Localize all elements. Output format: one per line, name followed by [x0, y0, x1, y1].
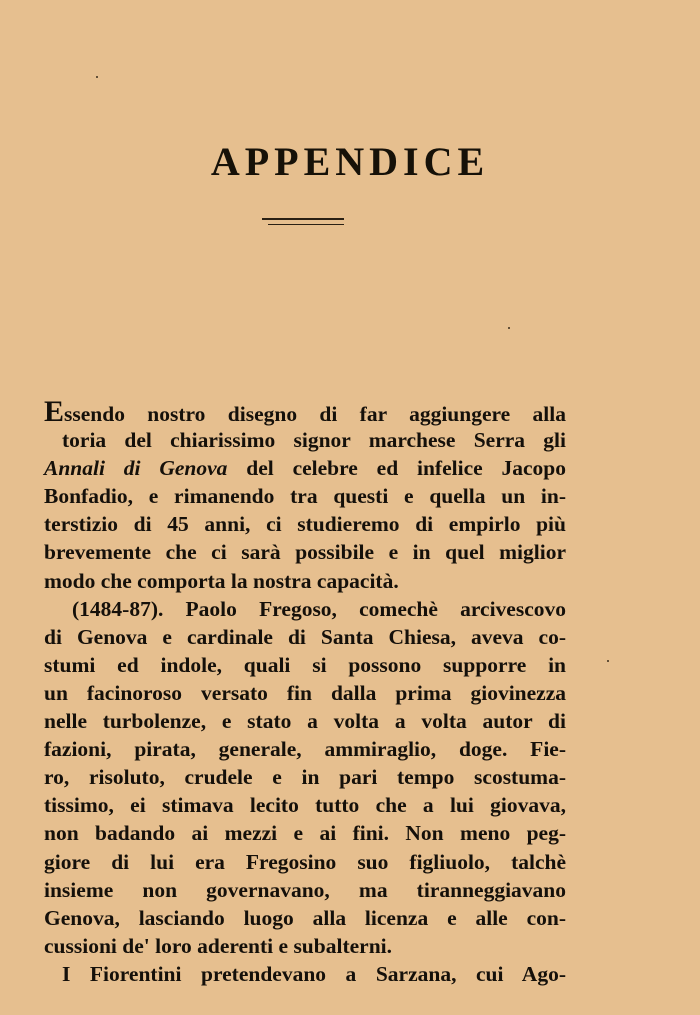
title-ornament-rule: [268, 224, 344, 225]
paragraph-3-line: I Fiorentini pretendevano a Sarzana, cui Ago-: [62, 961, 566, 986]
paragraph-1-line: brevemente che ci sarà possibile e in quel miglior: [44, 540, 566, 565]
paragraph-2-line: insieme non governavano, ma tiranneggiavano: [44, 877, 566, 902]
paragraph-1-line: Annali di Genova del celebre ed infelice Jacopo: [44, 456, 566, 481]
italic-title: Annali di Genova: [44, 456, 228, 481]
paragraph-2-line: nelle turbolenze, e stato a volta a volta autor di: [44, 709, 566, 734]
paragraph-2-line: stumi ed indole, quali si possono supporre in: [44, 652, 566, 677]
paragraph-2-line: Genova, lasciando luogo alla licenza e alle con-: [44, 905, 566, 930]
paragraph-1-line: terstizio di 45 anni, ci studieremo di empirlo più: [44, 512, 566, 537]
paragraph-2-line: un facinoroso versato fin dalla prima giovinezza: [44, 680, 566, 705]
paragraph-2-line: (1484-87). Paolo Fregoso, comechè arcivescovo: [72, 596, 566, 621]
ink-speck: [96, 76, 98, 78]
paragraph-1-line: modo che comporta la nostra capacità.: [44, 568, 399, 593]
drop-cap: E: [44, 395, 65, 428]
paragraph-2-line: ro, risoluto, crudele e in pari tempo scostuma-: [44, 765, 566, 790]
paragraph-2-line: giore di lui era Fregosino suo figliuolo, talchè: [44, 849, 566, 874]
paragraph-1-line: toria del chiarissimo signor marchese Serra gli: [62, 428, 566, 453]
paragraph-2-line: fazioni, pirata, generale, ammiraglio, doge. Fie-: [44, 737, 566, 762]
paragraph-2-line: tissimo, ei stimava lecito tutto che a lui giovava,: [44, 793, 566, 818]
paragraph-2-line: di Genova e cardinale di Santa Chiesa, aveva co-: [44, 624, 566, 649]
body-text: [44, 395, 566, 988]
ink-speck: [508, 327, 510, 329]
ink-speck: [607, 660, 609, 662]
paragraph-1-line: Bonfadio, e rimanendo tra questi e quella un in-: [44, 484, 566, 509]
title-ornament-rule: [262, 218, 344, 220]
paragraph-1-line: Essendo nostro disegno di far aggiungere alla: [44, 395, 566, 428]
paragraph-2-line: non badando ai mezzi e ai fini. Non meno peg-: [44, 821, 566, 846]
paragraph-2-line: cussioni de' loro aderenti e subalterni.: [44, 933, 392, 958]
page-title: APPENDICE: [210, 139, 490, 184]
